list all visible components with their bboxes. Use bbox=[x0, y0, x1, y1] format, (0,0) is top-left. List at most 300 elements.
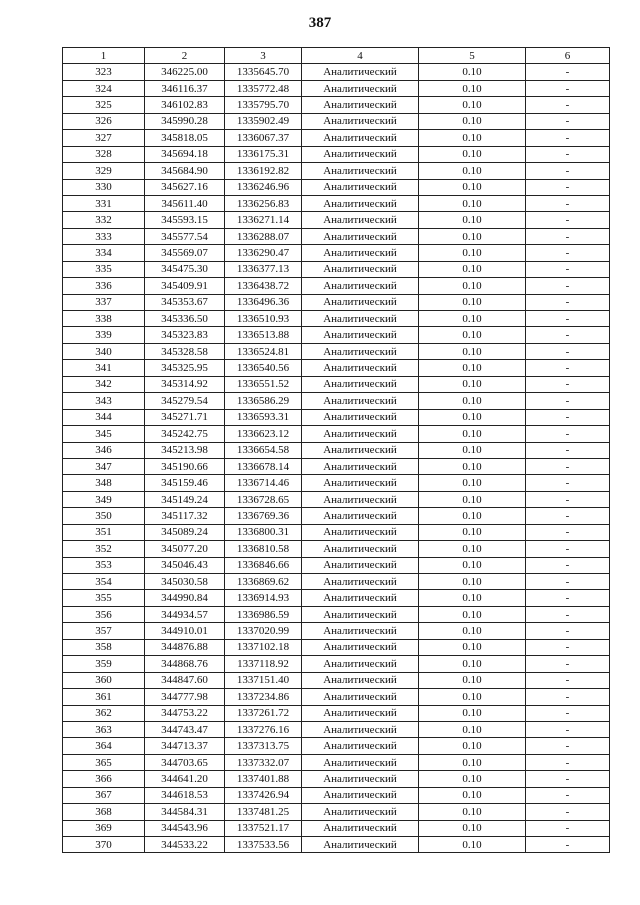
x-coordinate-cell: 344777.98 bbox=[145, 689, 225, 705]
point-number-cell: 362 bbox=[63, 705, 145, 721]
y-coordinate-cell: 1337481.25 bbox=[225, 804, 302, 820]
note-cell: - bbox=[526, 179, 610, 195]
accuracy-cell: 0.10 bbox=[419, 343, 526, 359]
x-coordinate-cell: 344543.96 bbox=[145, 820, 225, 836]
x-coordinate-cell: 345593.15 bbox=[145, 212, 225, 228]
method-cell: Аналитический bbox=[302, 294, 419, 310]
accuracy-cell: 0.10 bbox=[419, 672, 526, 688]
table-row bbox=[63, 113, 610, 129]
point-number-cell: 346 bbox=[63, 442, 145, 458]
y-coordinate-cell: 1336678.14 bbox=[225, 458, 302, 474]
note-cell: - bbox=[526, 311, 610, 327]
accuracy-cell: 0.10 bbox=[419, 195, 526, 211]
point-number-cell: 343 bbox=[63, 393, 145, 409]
method-cell: Аналитический bbox=[302, 343, 419, 359]
accuracy-cell: 0.10 bbox=[419, 837, 526, 853]
x-coordinate-cell: 345190.66 bbox=[145, 458, 225, 474]
accuracy-cell: 0.10 bbox=[419, 738, 526, 754]
method-cell: Аналитический bbox=[302, 557, 419, 573]
y-coordinate-cell: 1336496.36 bbox=[225, 294, 302, 310]
point-number-cell: 330 bbox=[63, 179, 145, 195]
point-number-cell: 327 bbox=[63, 130, 145, 146]
note-cell: - bbox=[526, 524, 610, 540]
x-coordinate-cell: 344847.60 bbox=[145, 672, 225, 688]
accuracy-cell: 0.10 bbox=[419, 639, 526, 655]
point-number-cell: 355 bbox=[63, 590, 145, 606]
point-number-cell: 359 bbox=[63, 656, 145, 672]
accuracy-cell: 0.10 bbox=[419, 393, 526, 409]
column-header: 2 bbox=[145, 48, 225, 64]
accuracy-cell: 0.10 bbox=[419, 458, 526, 474]
accuracy-cell: 0.10 bbox=[419, 557, 526, 573]
table-row bbox=[63, 705, 610, 721]
x-coordinate-cell: 345475.30 bbox=[145, 261, 225, 277]
accuracy-cell: 0.10 bbox=[419, 80, 526, 96]
method-cell: Аналитический bbox=[302, 311, 419, 327]
note-cell: - bbox=[526, 672, 610, 688]
accuracy-cell: 0.10 bbox=[419, 130, 526, 146]
method-cell: Аналитический bbox=[302, 475, 419, 491]
y-coordinate-cell: 1337426.94 bbox=[225, 787, 302, 803]
y-coordinate-cell: 1335795.70 bbox=[225, 97, 302, 113]
table-row bbox=[63, 97, 610, 113]
y-coordinate-cell: 1336623.12 bbox=[225, 426, 302, 442]
method-cell: Аналитический bbox=[302, 672, 419, 688]
table-row bbox=[63, 327, 610, 343]
table-row bbox=[63, 837, 610, 853]
point-number-cell: 353 bbox=[63, 557, 145, 573]
method-cell: Аналитический bbox=[302, 64, 419, 80]
note-cell: - bbox=[526, 195, 610, 211]
table-row bbox=[63, 606, 610, 622]
accuracy-cell: 0.10 bbox=[419, 278, 526, 294]
point-number-cell: 365 bbox=[63, 754, 145, 770]
y-coordinate-cell: 1337276.16 bbox=[225, 721, 302, 737]
point-number-cell: 335 bbox=[63, 261, 145, 277]
note-cell: - bbox=[526, 754, 610, 770]
x-coordinate-cell: 345325.95 bbox=[145, 360, 225, 376]
method-cell: Аналитический bbox=[302, 738, 419, 754]
x-coordinate-cell: 345684.90 bbox=[145, 163, 225, 179]
method-cell: Аналитический bbox=[302, 623, 419, 639]
point-number-cell: 345 bbox=[63, 426, 145, 442]
table-row bbox=[63, 623, 610, 639]
accuracy-cell: 0.10 bbox=[419, 574, 526, 590]
x-coordinate-cell: 344533.22 bbox=[145, 837, 225, 853]
note-cell: - bbox=[526, 294, 610, 310]
note-cell: - bbox=[526, 771, 610, 787]
column-header: 6 bbox=[526, 48, 610, 64]
table-row bbox=[63, 820, 610, 836]
y-coordinate-cell: 1337401.88 bbox=[225, 771, 302, 787]
y-coordinate-cell: 1336192.82 bbox=[225, 163, 302, 179]
method-cell: Аналитический bbox=[302, 278, 419, 294]
y-coordinate-cell: 1335902.49 bbox=[225, 113, 302, 129]
accuracy-cell: 0.10 bbox=[419, 327, 526, 343]
y-coordinate-cell: 1337102.18 bbox=[225, 639, 302, 655]
table-row bbox=[63, 574, 610, 590]
table-row bbox=[63, 130, 610, 146]
method-cell: Аналитический bbox=[302, 541, 419, 557]
y-coordinate-cell: 1337234.86 bbox=[225, 689, 302, 705]
accuracy-cell: 0.10 bbox=[419, 721, 526, 737]
y-coordinate-cell: 1336377.13 bbox=[225, 261, 302, 277]
method-cell: Аналитический bbox=[302, 705, 419, 721]
note-cell: - bbox=[526, 639, 610, 655]
table-row bbox=[63, 672, 610, 688]
table-row bbox=[63, 195, 610, 211]
x-coordinate-cell: 345323.83 bbox=[145, 327, 225, 343]
table-row bbox=[63, 491, 610, 507]
table-row bbox=[63, 639, 610, 655]
point-number-cell: 331 bbox=[63, 195, 145, 211]
note-cell: - bbox=[526, 837, 610, 853]
note-cell: - bbox=[526, 130, 610, 146]
x-coordinate-cell: 344641.20 bbox=[145, 771, 225, 787]
table-row bbox=[63, 409, 610, 425]
method-cell: Аналитический bbox=[302, 228, 419, 244]
note-cell: - bbox=[526, 212, 610, 228]
x-coordinate-cell: 345336.50 bbox=[145, 311, 225, 327]
point-number-cell: 366 bbox=[63, 771, 145, 787]
table-row bbox=[63, 278, 610, 294]
method-cell: Аналитический bbox=[302, 409, 419, 425]
accuracy-cell: 0.10 bbox=[419, 820, 526, 836]
point-number-cell: 360 bbox=[63, 672, 145, 688]
y-coordinate-cell: 1336714.46 bbox=[225, 475, 302, 491]
method-cell: Аналитический bbox=[302, 787, 419, 803]
point-number-cell: 334 bbox=[63, 245, 145, 261]
y-coordinate-cell: 1336654.58 bbox=[225, 442, 302, 458]
y-coordinate-cell: 1336846.66 bbox=[225, 557, 302, 573]
x-coordinate-cell: 345627.16 bbox=[145, 179, 225, 195]
point-number-cell: 332 bbox=[63, 212, 145, 228]
note-cell: - bbox=[526, 261, 610, 277]
note-cell: - bbox=[526, 574, 610, 590]
method-cell: Аналитический bbox=[302, 163, 419, 179]
y-coordinate-cell: 1336067.37 bbox=[225, 130, 302, 146]
note-cell: - bbox=[526, 80, 610, 96]
method-cell: Аналитический bbox=[302, 80, 419, 96]
y-coordinate-cell: 1335772.48 bbox=[225, 80, 302, 96]
accuracy-cell: 0.10 bbox=[419, 508, 526, 524]
x-coordinate-cell: 346116.37 bbox=[145, 80, 225, 96]
accuracy-cell: 0.10 bbox=[419, 689, 526, 705]
y-coordinate-cell: 1336246.96 bbox=[225, 179, 302, 195]
x-coordinate-cell: 345117.32 bbox=[145, 508, 225, 524]
point-number-cell: 367 bbox=[63, 787, 145, 803]
method-cell: Аналитический bbox=[302, 442, 419, 458]
point-number-cell: 326 bbox=[63, 113, 145, 129]
x-coordinate-cell: 345314.92 bbox=[145, 376, 225, 392]
x-coordinate-cell: 345149.24 bbox=[145, 491, 225, 507]
x-coordinate-cell: 345409.91 bbox=[145, 278, 225, 294]
x-coordinate-cell: 344703.65 bbox=[145, 754, 225, 770]
note-cell: - bbox=[526, 393, 610, 409]
column-header: 3 bbox=[225, 48, 302, 64]
accuracy-cell: 0.10 bbox=[419, 376, 526, 392]
y-coordinate-cell: 1336540.56 bbox=[225, 360, 302, 376]
point-number-cell: 329 bbox=[63, 163, 145, 179]
point-number-cell: 361 bbox=[63, 689, 145, 705]
accuracy-cell: 0.10 bbox=[419, 360, 526, 376]
method-cell: Аналитический bbox=[302, 804, 419, 820]
table-row bbox=[63, 179, 610, 195]
x-coordinate-cell: 346225.00 bbox=[145, 64, 225, 80]
point-number-cell: 350 bbox=[63, 508, 145, 524]
point-number-cell: 340 bbox=[63, 343, 145, 359]
y-coordinate-cell: 1336271.14 bbox=[225, 212, 302, 228]
table-row bbox=[63, 771, 610, 787]
y-coordinate-cell: 1336513.88 bbox=[225, 327, 302, 343]
x-coordinate-cell: 345271.71 bbox=[145, 409, 225, 425]
method-cell: Аналитический bbox=[302, 590, 419, 606]
accuracy-cell: 0.10 bbox=[419, 754, 526, 770]
table-row bbox=[63, 442, 610, 458]
accuracy-cell: 0.10 bbox=[419, 656, 526, 672]
method-cell: Аналитический bbox=[302, 574, 419, 590]
y-coordinate-cell: 1336869.62 bbox=[225, 574, 302, 590]
method-cell: Аналитический bbox=[302, 97, 419, 113]
x-coordinate-cell: 344876.88 bbox=[145, 639, 225, 655]
y-coordinate-cell: 1336593.31 bbox=[225, 409, 302, 425]
column-header: 4 bbox=[302, 48, 419, 64]
table-row bbox=[63, 261, 610, 277]
accuracy-cell: 0.10 bbox=[419, 524, 526, 540]
method-cell: Аналитический bbox=[302, 656, 419, 672]
point-number-cell: 349 bbox=[63, 491, 145, 507]
method-cell: Аналитический bbox=[302, 426, 419, 442]
note-cell: - bbox=[526, 590, 610, 606]
note-cell: - bbox=[526, 360, 610, 376]
y-coordinate-cell: 1336175.31 bbox=[225, 146, 302, 162]
y-coordinate-cell: 1337261.72 bbox=[225, 705, 302, 721]
note-cell: - bbox=[526, 623, 610, 639]
x-coordinate-cell: 345213.98 bbox=[145, 442, 225, 458]
column-header: 5 bbox=[419, 48, 526, 64]
x-coordinate-cell: 344713.37 bbox=[145, 738, 225, 754]
note-cell: - bbox=[526, 343, 610, 359]
note-cell: - bbox=[526, 787, 610, 803]
x-coordinate-cell: 344743.47 bbox=[145, 721, 225, 737]
x-coordinate-cell: 346102.83 bbox=[145, 97, 225, 113]
y-coordinate-cell: 1337020.99 bbox=[225, 623, 302, 639]
note-cell: - bbox=[526, 409, 610, 425]
x-coordinate-cell: 345046.43 bbox=[145, 557, 225, 573]
note-cell: - bbox=[526, 491, 610, 507]
note-cell: - bbox=[526, 245, 610, 261]
point-number-cell: 368 bbox=[63, 804, 145, 820]
table-row bbox=[63, 163, 610, 179]
x-coordinate-cell: 345990.28 bbox=[145, 113, 225, 129]
point-number-cell: 357 bbox=[63, 623, 145, 639]
method-cell: Аналитический bbox=[302, 491, 419, 507]
point-number-cell: 339 bbox=[63, 327, 145, 343]
method-cell: Аналитический bbox=[302, 606, 419, 622]
accuracy-cell: 0.10 bbox=[419, 261, 526, 277]
note-cell: - bbox=[526, 541, 610, 557]
note-cell: - bbox=[526, 458, 610, 474]
method-cell: Аналитический bbox=[302, 508, 419, 524]
y-coordinate-cell: 1336728.65 bbox=[225, 491, 302, 507]
x-coordinate-cell: 345242.75 bbox=[145, 426, 225, 442]
point-number-cell: 354 bbox=[63, 574, 145, 590]
x-coordinate-cell: 344990.84 bbox=[145, 590, 225, 606]
y-coordinate-cell: 1336510.93 bbox=[225, 311, 302, 327]
note-cell: - bbox=[526, 327, 610, 343]
point-number-cell: 328 bbox=[63, 146, 145, 162]
method-cell: Аналитический bbox=[302, 689, 419, 705]
table-row bbox=[63, 245, 610, 261]
note-cell: - bbox=[526, 557, 610, 573]
x-coordinate-cell: 345353.67 bbox=[145, 294, 225, 310]
page-number: 387 bbox=[308, 15, 332, 31]
note-cell: - bbox=[526, 113, 610, 129]
method-cell: Аналитический bbox=[302, 639, 419, 655]
accuracy-cell: 0.10 bbox=[419, 294, 526, 310]
table-row bbox=[63, 475, 610, 491]
method-cell: Аналитический bbox=[302, 146, 419, 162]
y-coordinate-cell: 1336256.83 bbox=[225, 195, 302, 211]
y-coordinate-cell: 1336810.58 bbox=[225, 541, 302, 557]
point-number-cell: 369 bbox=[63, 820, 145, 836]
accuracy-cell: 0.10 bbox=[419, 113, 526, 129]
x-coordinate-cell: 344618.53 bbox=[145, 787, 225, 803]
table-header-row bbox=[63, 48, 610, 64]
accuracy-cell: 0.10 bbox=[419, 787, 526, 803]
x-coordinate-cell: 345328.58 bbox=[145, 343, 225, 359]
method-cell: Аналитический bbox=[302, 245, 419, 261]
x-coordinate-cell: 345089.24 bbox=[145, 524, 225, 540]
point-number-cell: 323 bbox=[63, 64, 145, 80]
note-cell: - bbox=[526, 376, 610, 392]
y-coordinate-cell: 1337332.07 bbox=[225, 754, 302, 770]
accuracy-cell: 0.10 bbox=[419, 475, 526, 491]
note-cell: - bbox=[526, 228, 610, 244]
point-number-cell: 341 bbox=[63, 360, 145, 376]
point-number-cell: 351 bbox=[63, 524, 145, 540]
accuracy-cell: 0.10 bbox=[419, 228, 526, 244]
point-number-cell: 358 bbox=[63, 639, 145, 655]
note-cell: - bbox=[526, 804, 610, 820]
accuracy-cell: 0.10 bbox=[419, 97, 526, 113]
note-cell: - bbox=[526, 97, 610, 113]
point-number-cell: 325 bbox=[63, 97, 145, 113]
x-coordinate-cell: 345159.46 bbox=[145, 475, 225, 491]
table-row bbox=[63, 80, 610, 96]
note-cell: - bbox=[526, 64, 610, 80]
table-row bbox=[63, 360, 610, 376]
table-row bbox=[63, 656, 610, 672]
x-coordinate-cell: 345077.20 bbox=[145, 541, 225, 557]
table-row bbox=[63, 738, 610, 754]
accuracy-cell: 0.10 bbox=[419, 623, 526, 639]
x-coordinate-cell: 344584.31 bbox=[145, 804, 225, 820]
table-row bbox=[63, 557, 610, 573]
y-coordinate-cell: 1336551.52 bbox=[225, 376, 302, 392]
accuracy-cell: 0.10 bbox=[419, 64, 526, 80]
column-header: 1 bbox=[63, 48, 145, 64]
note-cell: - bbox=[526, 278, 610, 294]
table-body bbox=[63, 64, 610, 853]
accuracy-cell: 0.10 bbox=[419, 705, 526, 721]
note-cell: - bbox=[526, 426, 610, 442]
y-coordinate-cell: 1336586.29 bbox=[225, 393, 302, 409]
accuracy-cell: 0.10 bbox=[419, 212, 526, 228]
method-cell: Аналитический bbox=[302, 327, 419, 343]
accuracy-cell: 0.10 bbox=[419, 590, 526, 606]
table-row bbox=[63, 294, 610, 310]
y-coordinate-cell: 1336914.93 bbox=[225, 590, 302, 606]
table-row bbox=[63, 590, 610, 606]
note-cell: - bbox=[526, 606, 610, 622]
table-row bbox=[63, 146, 610, 162]
accuracy-cell: 0.10 bbox=[419, 163, 526, 179]
point-number-cell: 344 bbox=[63, 409, 145, 425]
table-row bbox=[63, 393, 610, 409]
y-coordinate-cell: 1337533.56 bbox=[225, 837, 302, 853]
method-cell: Аналитический bbox=[302, 130, 419, 146]
x-coordinate-cell: 345611.40 bbox=[145, 195, 225, 211]
table-row bbox=[63, 212, 610, 228]
table-row bbox=[63, 721, 610, 737]
method-cell: Аналитический bbox=[302, 113, 419, 129]
note-cell: - bbox=[526, 163, 610, 179]
note-cell: - bbox=[526, 146, 610, 162]
point-number-cell: 348 bbox=[63, 475, 145, 491]
table-row bbox=[63, 311, 610, 327]
table-row bbox=[63, 541, 610, 557]
point-number-cell: 370 bbox=[63, 837, 145, 853]
table-row bbox=[63, 689, 610, 705]
point-number-cell: 363 bbox=[63, 721, 145, 737]
note-cell: - bbox=[526, 656, 610, 672]
point-number-cell: 364 bbox=[63, 738, 145, 754]
method-cell: Аналитический bbox=[302, 754, 419, 770]
note-cell: - bbox=[526, 689, 610, 705]
accuracy-cell: 0.10 bbox=[419, 491, 526, 507]
table-row bbox=[63, 64, 610, 80]
method-cell: Аналитический bbox=[302, 393, 419, 409]
point-number-cell: 324 bbox=[63, 80, 145, 96]
point-number-cell: 356 bbox=[63, 606, 145, 622]
accuracy-cell: 0.10 bbox=[419, 311, 526, 327]
method-cell: Аналитический bbox=[302, 837, 419, 853]
method-cell: Аналитический bbox=[302, 458, 419, 474]
accuracy-cell: 0.10 bbox=[419, 245, 526, 261]
x-coordinate-cell: 344868.76 bbox=[145, 656, 225, 672]
accuracy-cell: 0.10 bbox=[419, 804, 526, 820]
method-cell: Аналитический bbox=[302, 376, 419, 392]
y-coordinate-cell: 1337521.17 bbox=[225, 820, 302, 836]
x-coordinate-cell: 344753.22 bbox=[145, 705, 225, 721]
accuracy-cell: 0.10 bbox=[419, 442, 526, 458]
y-coordinate-cell: 1336800.31 bbox=[225, 524, 302, 540]
x-coordinate-cell: 345030.58 bbox=[145, 574, 225, 590]
table-row bbox=[63, 754, 610, 770]
coordinates-table bbox=[62, 47, 610, 853]
y-coordinate-cell: 1336438.72 bbox=[225, 278, 302, 294]
y-coordinate-cell: 1336524.81 bbox=[225, 343, 302, 359]
accuracy-cell: 0.10 bbox=[419, 606, 526, 622]
method-cell: Аналитический bbox=[302, 195, 419, 211]
point-number-cell: 342 bbox=[63, 376, 145, 392]
y-coordinate-cell: 1336290.47 bbox=[225, 245, 302, 261]
point-number-cell: 352 bbox=[63, 541, 145, 557]
table-row bbox=[63, 376, 610, 392]
x-coordinate-cell: 345694.18 bbox=[145, 146, 225, 162]
y-coordinate-cell: 1335645.70 bbox=[225, 64, 302, 80]
